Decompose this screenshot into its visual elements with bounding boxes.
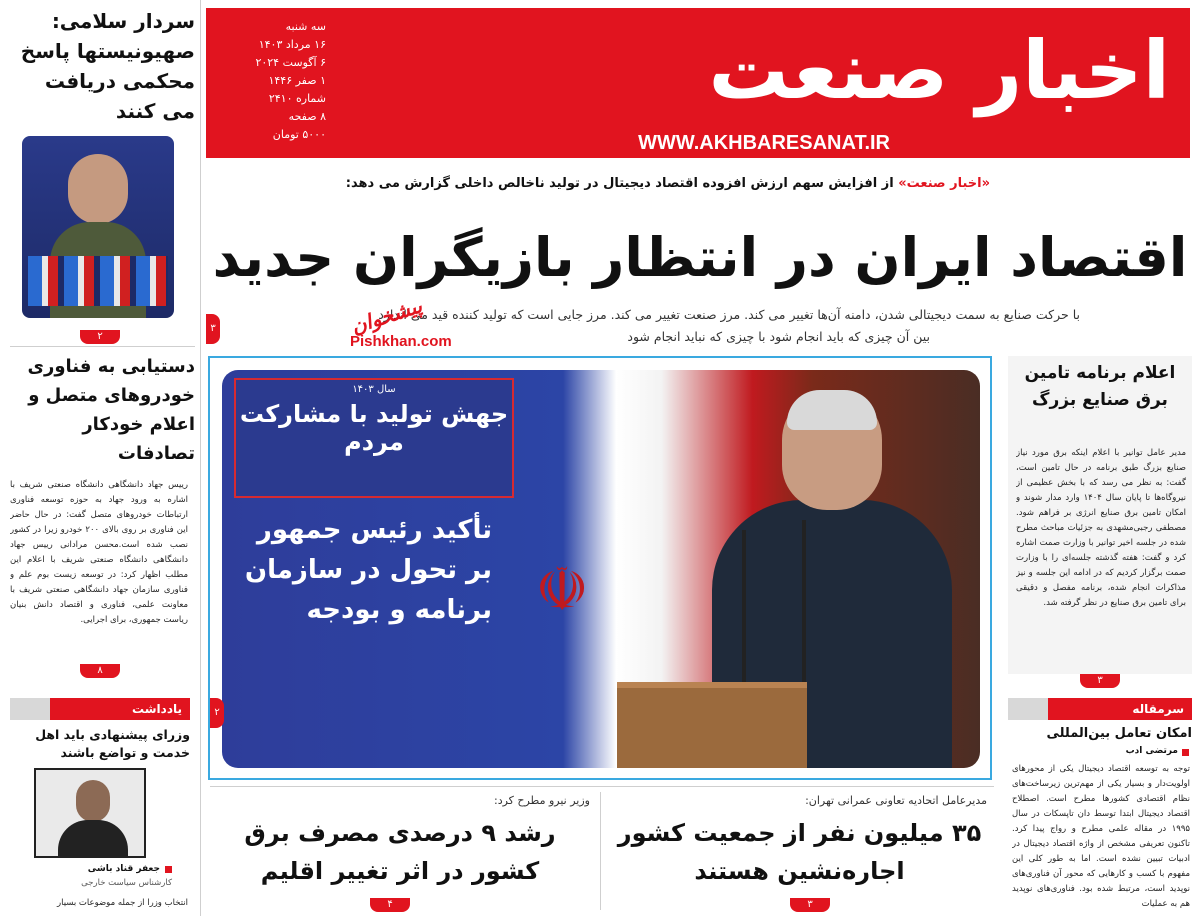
note-author: جعفر قناد باشی — [87, 864, 160, 874]
story-headline[interactable]: رشد ۹ درصدی مصرف برق کشور در اثر تغییر اقلیم — [244, 819, 556, 885]
iran-emblem-icon: ☫ — [535, 555, 589, 625]
left-second-headline[interactable]: دستیابی به فناوری خودروهای متصل و اعلام خودکار تصادفات — [27, 356, 195, 464]
microphone-icon — [802, 520, 806, 690]
kicker-text: از افزایش سهم ارزش افزوده اقتصاد دیجیتال در تولید ناخالص داخلی گزارش می دهد: — [345, 176, 894, 191]
right-top-body: مدیر عامل توانیر با اعلام اینکه برق مورد نیاز صنایع بزرگ طبق برنامه در حال تامین است، گفت: به نظر می رسد که با بخش عظیمی از نیروگاه‌ها تا پایان سال ۱۴۰۴ وارد مدار شوند و امکان تامین برق صنایع انرژی بر فراهم شود. مصطفی رجبی‌مشهدی به جزئیات مباحث مطرح شده در جلسه اخیر توانیر با وزارت صمت اشاره کرد و گفت: هفته گذشته جلسه‌ای را با وزارت صمت برگزار کردیم که در ادامه این جلسه و نیز مذاکرات انجام شده، برنامه مفصل و دقیقی برای تامین برق صنایع در نظر گرفته شد. — [1016, 448, 1186, 608]
story-kicker: مدیرعامل اتحادیه تعاونی عمرانی تهران: — [805, 794, 987, 807]
issue-date-hijri: ۱ صفر ۱۴۴۶ — [268, 74, 326, 87]
issue-price: ۵۰۰۰ تومان — [272, 128, 326, 141]
main-headline[interactable]: اقتصاد ایران در انتظار بازیگران جدید — [212, 226, 1188, 289]
note-headline[interactable]: وزرای پیشنهادی باید اهل خدمت و تواضع باشند — [35, 727, 190, 760]
page-badge[interactable]: ۳ — [1080, 674, 1120, 688]
left-column — [0, 0, 200, 916]
speaker-hair — [787, 390, 877, 430]
issue-date-gregorian: ۶ آگوست ۲۰۲۴ — [255, 56, 326, 69]
issue-pages: ۸ صفحه — [288, 110, 326, 123]
author-face — [76, 780, 110, 822]
column-divider — [200, 0, 201, 916]
note-body: انتخاب وزرا از جمله موضوعات بسیار — [57, 898, 188, 908]
page-badge[interactable]: ۳ — [790, 898, 830, 912]
masthead — [206, 8, 1190, 158]
issue-number: شماره ۲۴۱۰ — [268, 92, 326, 105]
salami-photo — [22, 136, 174, 318]
lead-photo-frame — [208, 356, 992, 780]
left-top-headline[interactable]: سردار سلامی: صهیونیستها پاسخ محکمی دریافت می کنند — [20, 9, 195, 123]
banner-year: سال ۱۴۰۳ — [352, 384, 396, 395]
microphone-icon — [742, 530, 746, 690]
slogan-banner — [234, 378, 514, 498]
right-top-headline[interactable]: اعلام برنامه تامین برق صنایع بزرگ — [1024, 363, 1176, 410]
watermark-url[interactable]: Pishkhan.com — [350, 333, 452, 350]
photo-caption: تأکید رئیس جمهور بر تحول در سازمان برنامه و بودجه — [244, 515, 492, 625]
lead-photo[interactable] — [222, 370, 980, 768]
microphones — [28, 256, 168, 306]
lead-kicker — [310, 176, 990, 191]
note-tag: یادداشت — [50, 698, 190, 720]
page-badge[interactable]: ۸ — [80, 664, 120, 678]
author-photo — [34, 768, 146, 858]
page-badge[interactable]: ۴ — [370, 898, 410, 912]
note-author-title: کارشناس سیاست خارجی — [81, 878, 172, 888]
portrait-face — [68, 154, 128, 224]
divider — [600, 792, 601, 910]
issue-day: سه شنبه — [285, 20, 326, 33]
editorial-tag: سرمقاله — [1048, 698, 1192, 720]
banner-slogan: جهش تولید با مشارکت مردم — [239, 400, 509, 456]
lede-line-2: بین آن چیزی که باید انجام شود با چیزی که نباید انجام شود — [627, 329, 930, 344]
newspaper-logo[interactable]: اخبار صنعت — [708, 24, 1170, 117]
editorial-body: توجه به توسعه اقتصاد دیجیتال یکی از محورهای اولویت‌دار و بسیار یکی از مهم‌ترین زیرساخت‌های نظام اقتصادی کشورها مطرح است. اصطلاح اقتصاد دیجیتال ابتدا توسط دان تاپسکات در سال ۱۹۹۵ در مقاله علمی مطرح و رواج پیدا کرد. تاکنون تعریفی مشخص از واژه اقتصاد دیجیتال در ادبیات تبیین نشده است. اما به طور کلی این مفهوم با کسب و کارهایی که محور آن فناوری‌های نوپدید است، مرتبط شده بود. فناوری‌های نوپدید هم به عملیات — [1012, 764, 1190, 909]
issue-date-persian: ۱۶ مرداد ۱۴۰۳ — [258, 38, 326, 51]
author-suit — [58, 820, 128, 856]
editorial-author: مرتضی ادب — [1125, 746, 1178, 756]
divider — [10, 346, 195, 347]
divider — [210, 786, 994, 787]
lead-page-badge[interactable]: ۳ — [206, 314, 220, 344]
podium — [617, 682, 807, 768]
editorial-bullet-icon — [1182, 749, 1189, 756]
kicker-source: «اخبار صنعت» — [898, 176, 990, 191]
author-bullet-icon — [165, 866, 172, 873]
story-kicker: وزیر نیرو مطرح کرد: — [493, 794, 590, 807]
photo-page-badge[interactable]: ۲ — [210, 698, 224, 728]
page-badge[interactable]: ۲ — [80, 330, 120, 344]
website-url[interactable]: WWW.AKHBARESANAT.IR — [638, 132, 890, 154]
left-second-body: رییس جهاد دانشگاهی دانشگاه صنعتی شریف با اشاره به ورود جهاد به حوزه توسعه فناوری ارتباطات خودروهای متصل گفت: در حال حاضر این فناوری بر روی بالای ۲۰۰ خودرو زیرا در کشور نصب شده است.محسن مرادانی رییس جهاد دانشگاهی دانشگاه صنعتی شریف با اعلام این مطلب اظهار کرد: در توسعه زیست بوم علم و فناوری سازمان جهاد دانشگاهی صنعتی شریف با معاونت علمی، فناوری و اقتصاد دانش بنیان ریاست جمهوری، برای اجرایی. — [10, 480, 188, 625]
issue-info — [216, 18, 326, 144]
editorial-headline[interactable]: امکان تعامل بین‌المللی — [1046, 726, 1192, 741]
lede-line-1: با حرکت صنایع به سمت دیجیتالی شدن، دامنه آن‌ها تغییر می کند. مرز صنعت تغییر می کند. مرز جایی است که تولید کننده قید می اندازد — [378, 307, 1080, 322]
watermark-logo: پیشخوان — [348, 293, 425, 339]
story-headline[interactable]: ۳۵ میلیون نفر از جمعیت کشور اجاره‌نشین هستند — [617, 819, 982, 885]
